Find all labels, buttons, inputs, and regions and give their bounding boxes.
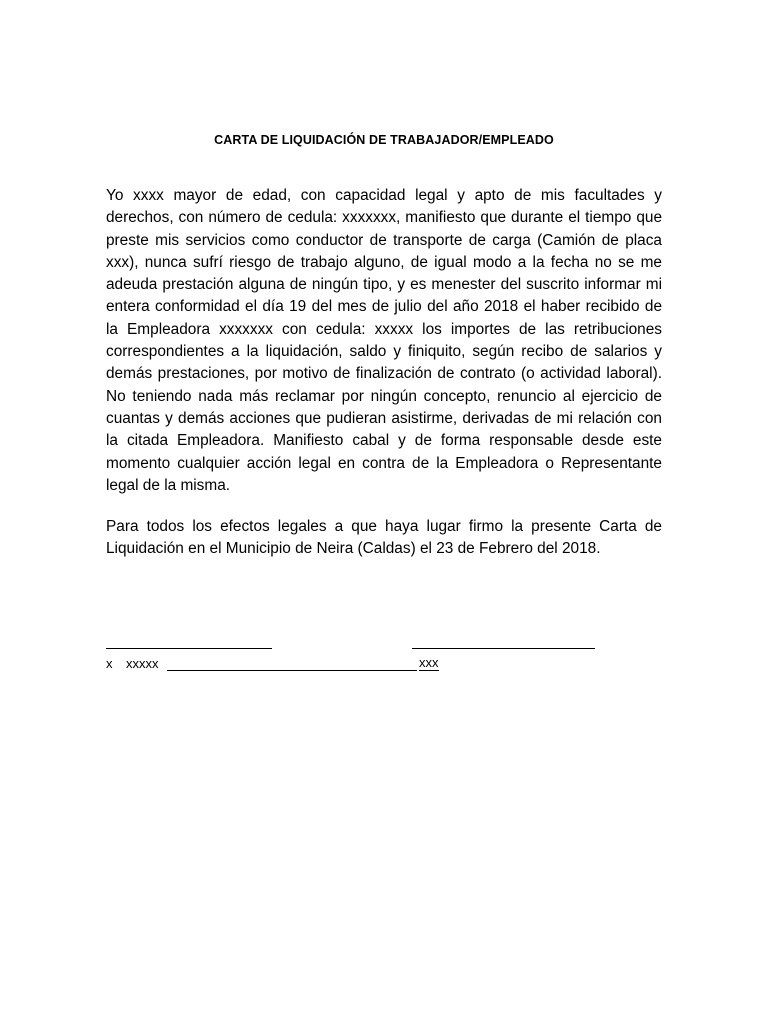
body-paragraph-1: Yo xxxx mayor de edad, con capacidad legal y apto de mis facultades y derechos, con número de cedula: xxxxxxx, manifiesto que durante el tiempo que preste mis servicios como conductor de transporte de carga (Camión de placa xxx), nunca sufrí riesgo de trabajo alguno, de igual modo a la fecha no se me adeuda prestación alguna de ningún tipo, y es menester del suscrito informar mi entera conformidad el día 19 del mes de julio del año 2018 el haber recibido de la Empleadora xxxxxxx con cedula: xxxxx los importes de las retribuciones correspondientes a la liquidación, saldo y finiquito, según recibo de salarios y demás prestaciones, por motivo de finalización de contrato (o actividad laboral). No teniendo nada más reclamar por ningún concepto, renuncio al ejercicio de cuantas y demás acciones que pudieran asistirme, derivadas de mi relación con la citada Empleadora. Manifiesto cabal y de forma responsable desde este momento cualquier acción legal en contra de la Empleadora o Representante legal de la misma. <box>106 187 662 494</box>
signature-left-name: xxxxx <box>126 656 159 671</box>
signature-right-name: xxx <box>419 655 439 670</box>
body-paragraph-2: Para todos los efectos legales a que haya lugar firmo la presente Carta de Liquidación en el Municipio de Neira (Caldas) el 23 de Febrero del 2018. <box>106 518 662 558</box>
signature-left-prefix: x <box>106 656 113 671</box>
signature-names-row <box>106 655 466 675</box>
signature-line-right <box>412 632 595 649</box>
signature-name-underline <box>167 655 417 671</box>
signature-line-left <box>106 632 272 649</box>
document-title: CARTA DE LIQUIDACIÓN DE TRABAJADOR/EMPLEADO <box>214 133 554 147</box>
